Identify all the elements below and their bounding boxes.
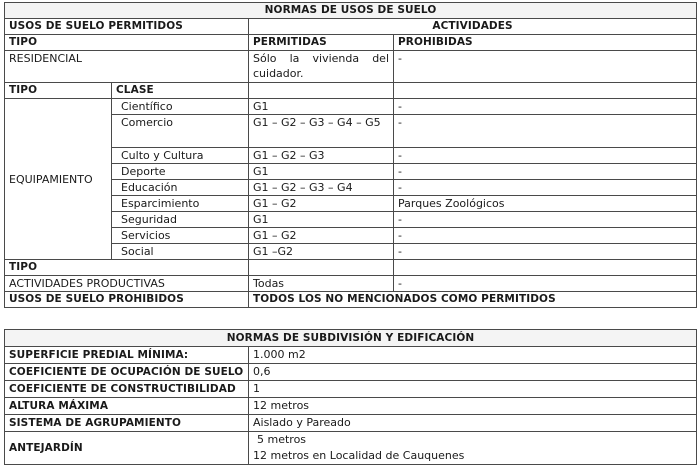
equip-prohibidas: - (394, 228, 697, 244)
equip-clase: Científico (112, 99, 249, 115)
equip-prohibidas: - (394, 212, 697, 228)
equip-clase: Educación (112, 180, 249, 196)
equip-clase: Deporte (112, 164, 249, 180)
norm-value: 0,6 (249, 364, 697, 381)
equip-clase: Servicios (112, 228, 249, 244)
tipo-header: TIPO (5, 35, 249, 51)
norm-label: SUPERFICIE PREDIAL MÍNIMA: (5, 347, 249, 364)
antejardin-line-1: 5 metros (257, 433, 307, 446)
equip-prohibidas: - (394, 180, 697, 196)
equip-prohibidas: - (394, 164, 697, 180)
norm-label: SISTEMA DE AGRUPAMIENTO (5, 415, 249, 432)
equip-permitidas: G1 (249, 164, 394, 180)
empty-cell (249, 83, 394, 99)
equip-clase: Comercio (112, 115, 249, 148)
equip-permitidas: G1 – G2 (249, 196, 394, 212)
land-use-title: NORMAS DE USOS DE SUELO (5, 3, 697, 19)
antejardin-label: ANTEJARDÍN (5, 432, 249, 465)
activities-header: ACTIVIDADES (249, 19, 697, 35)
norm-label: ALTURA MÁXIMA (5, 398, 249, 415)
equip-permitidas: G1 (249, 99, 394, 115)
equip-clase-header: CLASE (112, 83, 249, 99)
empty-cell (394, 260, 697, 276)
productivas-tipo: ACTIVIDADES PRODUCTIVAS (5, 276, 249, 292)
residencial-prohibidas: - (394, 51, 697, 83)
equip-prohibidas: Parques Zoológicos (394, 196, 697, 212)
equip-permitidas: G1 – G2 (249, 228, 394, 244)
equip-permitidas: G1 – G2 – G3 – G4 – G5 (249, 115, 394, 148)
empty-cell (394, 83, 697, 99)
equipamiento-tipo: EQUIPAMIENTO (5, 99, 112, 260)
norm-value: 12 metros (249, 398, 697, 415)
productivas-prohibidas: - (394, 276, 697, 292)
norm-label: COEFICIENTE DE OCUPACIÓN DE SUELO (5, 364, 249, 381)
land-use-table (4, 2, 697, 308)
norm-value: 1.000 m2 (249, 347, 697, 364)
prohibited-uses-label: USOS DE SUELO PROHIBIDOS (5, 292, 249, 308)
equip-clase: Social (112, 244, 249, 260)
equip-permitidas: G1 (249, 212, 394, 228)
equip-prohibidas: - (394, 99, 697, 115)
residencial-permitidas: Sólo la vivienda del cuidador. (249, 51, 394, 83)
productivas-permitidas: Todas (249, 276, 394, 292)
permitted-uses-header: USOS DE SUELO PERMITIDOS (5, 19, 249, 35)
equip-clase: Esparcimiento (112, 196, 249, 212)
antejardin-line-2: 12 metros en Localidad de Cauquenes (253, 449, 465, 462)
productivas-header: TIPO (5, 260, 249, 276)
antejardin-value (249, 432, 697, 465)
equip-clase: Culto y Cultura (112, 148, 249, 164)
equip-tipo-header: TIPO (5, 83, 112, 99)
equip-prohibidas: - (394, 148, 697, 164)
equip-prohibidas: - (394, 115, 697, 148)
permitidas-header: PERMITIDAS (249, 35, 394, 51)
subdivision-title: NORMAS DE SUBDIVISIÓN Y EDIFICACIÓN (5, 330, 697, 347)
equip-permitidas: G1 – G2 – G3 – G4 (249, 180, 394, 196)
equip-prohibidas: - (394, 244, 697, 260)
norm-value: Aislado y Pareado (249, 415, 697, 432)
equip-clase: Seguridad (112, 212, 249, 228)
norm-value: 1 (249, 381, 697, 398)
empty-cell (249, 260, 394, 276)
prohibited-uses-value: TODOS LOS NO MENCIONADOS COMO PERMITIDOS (249, 292, 697, 308)
subdivision-table (4, 329, 697, 465)
residencial-tipo: RESIDENCIAL (5, 51, 249, 83)
prohibidas-header: PROHIBIDAS (394, 35, 697, 51)
equip-permitidas: G1 – G2 – G3 (249, 148, 394, 164)
equip-permitidas: G1 –G2 (249, 244, 394, 260)
norm-label: COEFICIENTE DE CONSTRUCTIBILIDAD (5, 381, 249, 398)
